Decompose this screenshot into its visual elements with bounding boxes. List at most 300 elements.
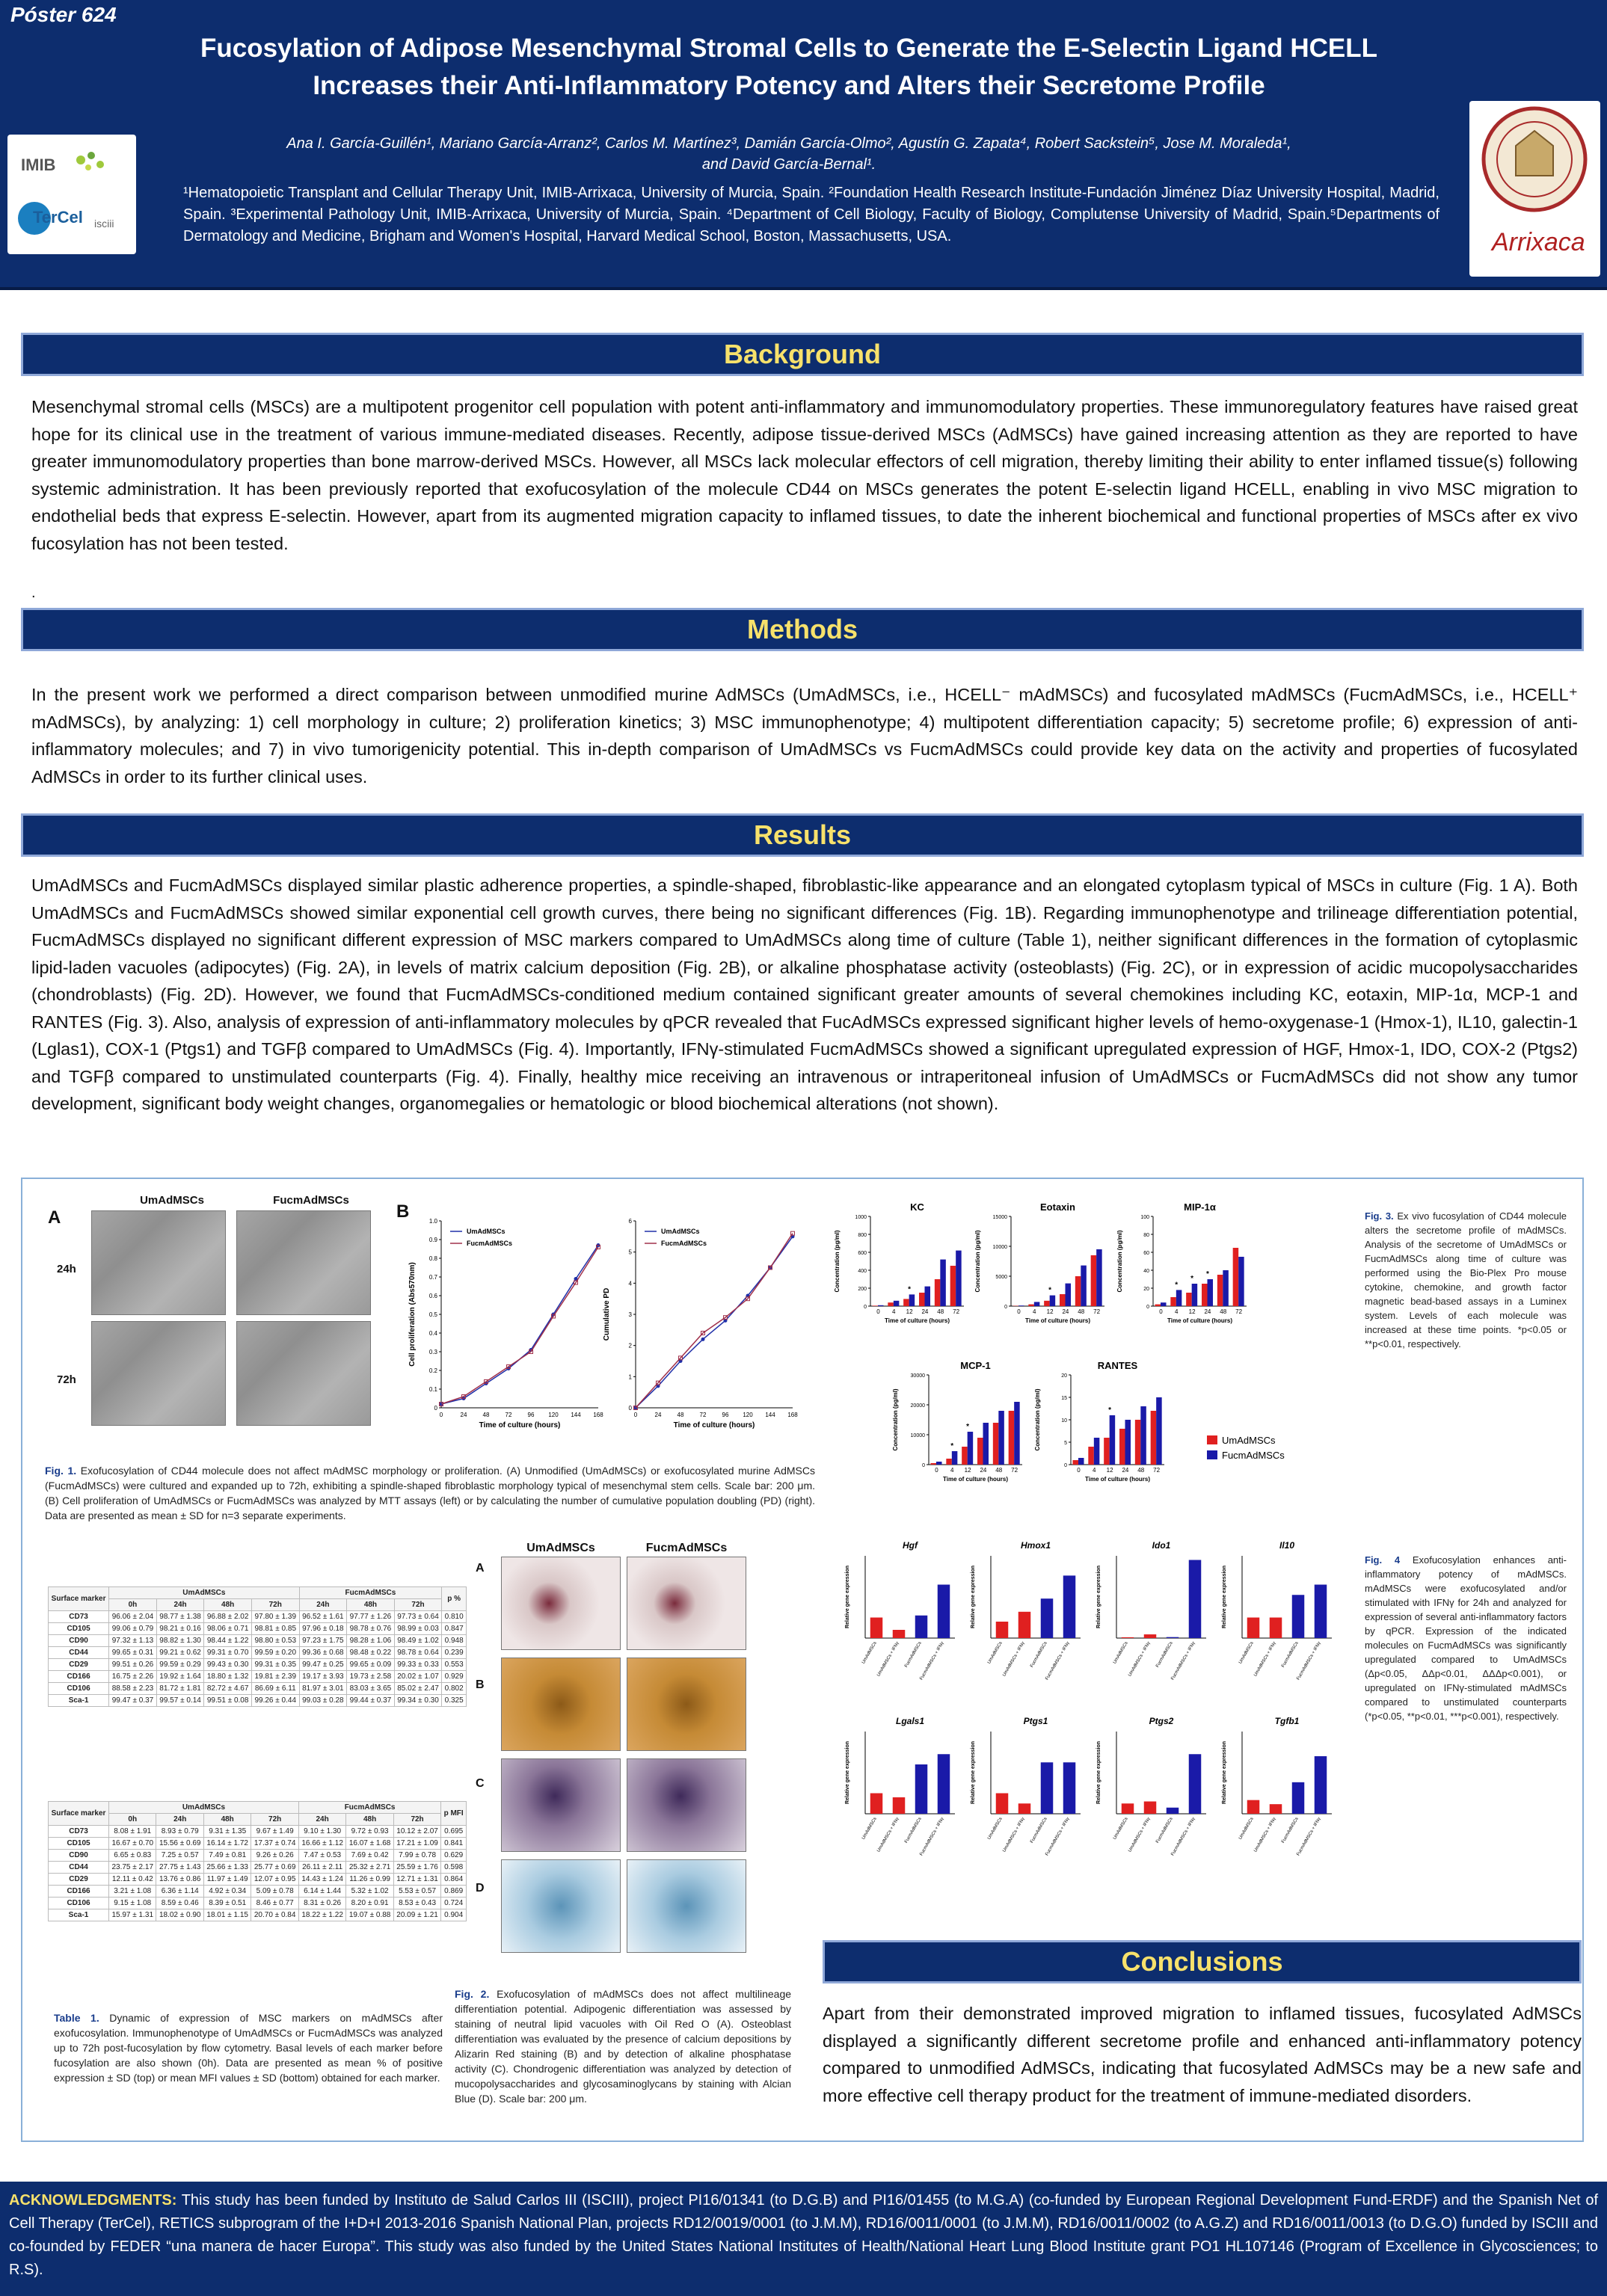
bar (1094, 1438, 1100, 1465)
bar (1156, 1397, 1162, 1465)
y-tick-label: 15 (1061, 1396, 1067, 1401)
x-tick-label: UmAdMSCs + IFNγ (1128, 1641, 1152, 1678)
marker-cell: CD90 (49, 1635, 109, 1647)
bar (968, 1432, 974, 1465)
y-tick-label: 2 (628, 1342, 632, 1349)
value-cell: 25.32 ± 2.71 (346, 1862, 393, 1874)
value-cell: 99.65 ± 0.09 (347, 1659, 395, 1671)
bar (1018, 1612, 1031, 1638)
significance-star: * (1190, 1275, 1194, 1283)
th-time: 0h (109, 1599, 157, 1611)
bar (1034, 1302, 1040, 1306)
x-tick-label: 24 (980, 1467, 987, 1474)
series-line (636, 1234, 793, 1408)
bar (1104, 1438, 1110, 1465)
value-cell: 0.724 (441, 1898, 467, 1909)
fig4-caption (1365, 1553, 1567, 1723)
fig2-caption-title: Fig. 2. (455, 1988, 490, 2000)
marker-cell: CD106 (49, 1683, 109, 1695)
value-cell: 98.28 ± 1.06 (347, 1635, 395, 1647)
x-tick-label: 72 (1153, 1467, 1161, 1474)
bar (1063, 1762, 1076, 1814)
value-cell: 25.59 ± 1.76 (393, 1862, 440, 1874)
value-cell: 98.44 ± 1.22 (204, 1635, 252, 1647)
value-cell: 16.75 ± 2.26 (109, 1671, 157, 1683)
table-row (49, 1623, 467, 1635)
value-cell: 98.78 ± 0.64 (394, 1647, 442, 1659)
arrixaca-script: Arrixaca (1492, 228, 1585, 256)
gene-title: Ptgs1 (1023, 1716, 1048, 1726)
bar (952, 1451, 958, 1465)
y-axis-label: Relative gene expression (971, 1741, 976, 1805)
series-line (441, 1246, 598, 1405)
fig1-caption-text: Exofucosylation of CD44 molecule does not affect mAdMSC morphology or proliferation. (A) Unmodified (UmAdMSCs) or exofucosylated murine AdMSCs (FucmAdMSCs) were cultured and expanded up to 72h, exhibiting a spindle-shaped fibroblastic morphology typical of mesenchymal stem cells. Scale bar: 200 μm. (B) Cell proliferation of UmAdMSCs or FucmAdMSCs was analyzed by MTT assays (left) or by calculating the number of cumulative population doubling (PD) (right). Data are presented as mean ± SD for n=3 separate experiments. (45, 1465, 815, 1521)
table1-percent (48, 1586, 467, 1707)
table-row (49, 1683, 467, 1695)
th-p-mfi: p MFI (441, 1802, 467, 1826)
x-tick-label: 0 (1077, 1467, 1081, 1474)
y-tick-label: 5 (628, 1249, 632, 1256)
oil-red-fuc (627, 1557, 746, 1650)
gene-title: Il10 (1279, 1540, 1295, 1551)
alcian-blue-fuc (627, 1859, 746, 1953)
x-tick-label: 72 (953, 1308, 960, 1315)
value-cell: 0.904 (441, 1909, 467, 1921)
bar (1135, 1420, 1141, 1465)
value-cell: 17.21 ± 1.09 (393, 1838, 440, 1850)
bar (935, 1279, 941, 1306)
value-cell: 8.31 ± 0.26 (298, 1898, 345, 1909)
bar (1014, 1402, 1020, 1465)
value-cell: 0.239 (442, 1647, 467, 1659)
bar (1247, 1800, 1260, 1814)
y-axis-label: Relative gene expression (1222, 1565, 1227, 1629)
marker-cell: CD105 (49, 1623, 109, 1635)
value-cell: 99.47 ± 0.37 (109, 1695, 157, 1707)
th-fucmadmscs: FucmAdMSCs (298, 1802, 440, 1814)
x-tick-label: FucmAdMSCs (1030, 1641, 1048, 1669)
x-tick-label: 4 (950, 1467, 954, 1474)
x-tick-label: FucmAdMSCs + IFNγ (1296, 1641, 1322, 1681)
value-cell: 0.802 (442, 1683, 467, 1695)
chart-title: MIP-1α (1184, 1201, 1216, 1213)
th-time: 48h (346, 1814, 393, 1826)
x-tick-label: 24 (460, 1412, 467, 1418)
value-cell: 97.23 ± 1.75 (299, 1635, 347, 1647)
bar (1140, 1406, 1146, 1465)
bar (870, 1618, 883, 1639)
value-cell: 18.80 ± 1.32 (204, 1671, 252, 1683)
bar (1110, 1415, 1116, 1465)
table-row (49, 1850, 467, 1862)
x-tick-label: FucmAdMSCs + IFNγ (919, 1817, 945, 1857)
th-surface-marker: Surface marker (49, 1802, 109, 1826)
alizarin-fuc (627, 1658, 746, 1751)
value-cell: 99.47 ± 0.25 (299, 1659, 347, 1671)
value-cell: 18.01 ± 1.15 (203, 1909, 251, 1921)
value-cell: 25.77 ± 0.69 (251, 1862, 298, 1874)
micrograph-fuc-24h (236, 1210, 371, 1315)
table1-caption-title: Table 1. (54, 2012, 99, 2024)
value-cell: 0.598 (441, 1862, 467, 1874)
value-cell: 12.11 ± 0.42 (109, 1874, 156, 1886)
gene-title: Hgf (903, 1540, 918, 1551)
value-cell: 98.06 ± 0.71 (204, 1623, 252, 1635)
value-cell: 7.69 ± 0.42 (346, 1850, 393, 1862)
value-cell: 8.20 ± 0.91 (346, 1898, 393, 1909)
bar (1044, 1301, 1050, 1306)
value-cell: 0.847 (442, 1623, 467, 1635)
value-cell: 97.73 ± 0.64 (394, 1611, 442, 1623)
value-cell: 16.67 ± 0.70 (109, 1838, 156, 1850)
y-tick-label: 0.2 (428, 1367, 437, 1374)
x-tick-label: UmAdMSCs (987, 1817, 1004, 1841)
value-cell: 20.70 ± 0.84 (251, 1909, 298, 1921)
value-cell: 99.21 ± 0.62 (156, 1647, 204, 1659)
x-tick-label: 48 (1137, 1467, 1145, 1474)
value-cell: 96.06 ± 2.04 (109, 1611, 157, 1623)
value-cell: 16.07 ± 1.68 (346, 1838, 393, 1850)
bar (1247, 1618, 1260, 1639)
x-tick-label: 48 (677, 1412, 684, 1418)
th-umadmscs: UmAdMSCs (109, 1802, 299, 1814)
value-cell: 97.80 ± 1.39 (251, 1611, 299, 1623)
x-tick-label: UmAdMSCs (1113, 1817, 1129, 1841)
value-cell: 0.810 (442, 1611, 467, 1623)
bar (1189, 1754, 1202, 1814)
value-cell: 26.11 ± 2.11 (298, 1862, 345, 1874)
x-axis-label: Time of culture (hours) (1167, 1317, 1232, 1324)
x-tick-label: 72 (699, 1412, 707, 1418)
bar (1315, 1756, 1327, 1814)
th-time: 72h (251, 1599, 299, 1611)
bar (998, 1411, 1004, 1465)
acknowledgments (0, 2182, 1607, 2296)
value-cell: 0.929 (442, 1671, 467, 1683)
y-axis-label: Cumulative PD (603, 1287, 611, 1341)
bar (1060, 1294, 1066, 1306)
bar (1050, 1296, 1056, 1306)
fig3-eotaxin-chart (972, 1201, 1114, 1351)
bar (873, 1305, 879, 1306)
y-tick-label: 800 (858, 1233, 867, 1238)
x-tick-label: 48 (482, 1412, 490, 1418)
th-time: 72h (393, 1814, 440, 1826)
y-tick-label: 20000 (910, 1403, 925, 1409)
value-cell: 98.99 ± 0.03 (394, 1623, 442, 1635)
bar (1238, 1257, 1244, 1306)
bar (1009, 1411, 1015, 1465)
value-cell: 0.325 (442, 1695, 467, 1707)
x-tick-label: UmAdMSCs (987, 1641, 1004, 1665)
value-cell: 97.32 ± 1.13 (109, 1635, 157, 1647)
th-time: 0h (109, 1814, 156, 1826)
x-tick-label: 0 (1159, 1308, 1163, 1315)
value-cell: 10.12 ± 2.07 (393, 1826, 440, 1838)
marker-cell: CD73 (49, 1611, 109, 1623)
fig1-row-72h: 72h (57, 1373, 76, 1386)
value-cell: 98.77 ± 1.38 (156, 1611, 204, 1623)
value-cell: 81.97 ± 3.01 (299, 1683, 347, 1695)
data-point (701, 1338, 705, 1341)
bar (919, 1293, 925, 1306)
gene-title: Tgfb1 (1274, 1716, 1300, 1726)
gene-title: Ptgs2 (1149, 1716, 1174, 1726)
stray-period: . (31, 585, 36, 601)
chart-title: RANTES (1097, 1360, 1138, 1371)
fig3-mcp1-chart (890, 1360, 1032, 1509)
fig3-rantes-chart (1032, 1360, 1174, 1509)
y-axis-label: Relative gene expression (1096, 1565, 1101, 1629)
poster-header (0, 0, 1607, 290)
value-cell: 6.65 ± 0.83 (109, 1850, 156, 1862)
x-tick-label: 4 (1093, 1467, 1096, 1474)
value-cell: 19.73 ± 2.58 (347, 1671, 395, 1683)
fig4-gene-expression-chart (841, 1538, 1350, 1889)
fig2-row-b: B (476, 1678, 485, 1691)
value-cell: 99.26 ± 0.44 (251, 1695, 299, 1707)
th-umadmscs: UmAdMSCs (109, 1587, 299, 1599)
ack-label: ACKNOWLEDGMENTS: (9, 2192, 177, 2209)
legend-swatch-um (1207, 1435, 1217, 1444)
table-row (49, 1886, 467, 1898)
fig1b-cumulative-pd-chart (598, 1213, 808, 1465)
fig2-row-c: C (476, 1777, 485, 1790)
fig2-caption-text: Exofucosylation of mAdMSCs does not affect multilineage differentiation potential. Adipogenic differentiation was assessed by staining of neutral lipid vacuoles with Oil Red O (A). Osteoblast differentiation was evaluated by the presence of calcium depositions by Alizarin Red staining (B) and by detection of alkaline phosphatase activity (C). Chondrogenic differentiation was analyzed by detection of mucopolysaccharides and glycosaminoglycans by staining with Alcian Blue (D). Scale bar: 200 μm. (455, 1988, 792, 2105)
x-tick-label: FucmAdMSCs + IFNγ (1296, 1817, 1322, 1857)
value-cell: 99.31 ± 0.70 (204, 1647, 252, 1659)
methods-text: In the present work we performed a direct comparison between unmodified murine AdMSCs (UmAdMSCs, i.e., HCELL⁻ mAdMSCs) and fucosylated mAdMSCs (FucmAdMSCs, i.e., HCELL⁺ mAdMSCs), by analyzing: 1) cell morphology in culture; 2) proliferation kinetics; 3) MSC immunophenotype; 4) multipotent differentiation capacity; 5) secretome profile; 6) expression of anti-inflammatory molecules; and 7) in vivo tumorigenicity potential. This in-depth comparison of UmAdMSCs vs FucmAdMSCs could provide key data on the activity and properties of fucosylated AdMSCs in order to its further clinical uses. (31, 685, 1578, 787)
alkaline-phosphatase-fuc (627, 1758, 746, 1852)
marker-cell: CD90 (49, 1850, 109, 1862)
x-tick-label: FucmAdMSCs + IFNγ (1170, 1817, 1196, 1857)
fig1-row-24h: 24h (57, 1263, 76, 1275)
bar (1233, 1248, 1239, 1306)
bar (1270, 1618, 1282, 1639)
th-p-pct: p % (442, 1587, 467, 1611)
y-tick-label: 4 (628, 1280, 632, 1287)
y-tick-label: 40 (1143, 1269, 1149, 1274)
value-cell: 8.46 ± 0.77 (251, 1898, 298, 1909)
bar (1208, 1279, 1214, 1306)
value-cell: 99.59 ± 0.29 (156, 1659, 204, 1671)
value-cell: 20.02 ± 1.07 (394, 1671, 442, 1683)
bar (1041, 1762, 1054, 1814)
bar (956, 1251, 962, 1306)
significance-star: * (950, 1442, 954, 1450)
value-cell: 18.02 ± 0.90 (156, 1909, 203, 1921)
x-tick-label: 24 (654, 1412, 662, 1418)
y-tick-label: 10000 (992, 1245, 1007, 1250)
x-tick-label: 24 (1062, 1308, 1069, 1315)
value-cell: 98.48 ± 0.22 (347, 1647, 395, 1659)
bar (1018, 1305, 1024, 1306)
value-cell: 27.75 ± 1.43 (156, 1862, 203, 1874)
fig3-caption (1365, 1209, 1567, 1351)
bar (938, 1585, 950, 1639)
value-cell: 99.34 ± 0.30 (394, 1695, 442, 1707)
y-tick-label: 10000 (910, 1433, 925, 1438)
x-tick-label: 12 (1106, 1467, 1113, 1474)
value-cell: 11.97 ± 1.49 (203, 1874, 251, 1886)
fig3-legend (1204, 1429, 1339, 1467)
oil-red-um (501, 1557, 621, 1650)
x-tick-label: FucmAdMSCs + IFNγ (1045, 1641, 1071, 1681)
bar (1091, 1255, 1097, 1306)
bar (1122, 1803, 1134, 1814)
bar (996, 1622, 1009, 1638)
conclusions-text: Apart from their demonstrated improved migration to inflamed tissues, fucosylated AdMSCs displayed a significantly different secretome profile and enhanced anti-inflammatory potency compared to unmodified AdMSCs, indicating that fucosylated AdMSCs may be a new safe and more effective cell therapy product for the treatment of immune-mediated disorders. (823, 2004, 1582, 2105)
marker-cell: CD44 (49, 1862, 109, 1874)
x-tick-label: UmAdMSCs + IFNγ (876, 1641, 900, 1678)
y-tick-label: 3 (628, 1311, 632, 1318)
x-tick-label: UmAdMSCs (861, 1641, 878, 1665)
value-cell: 99.57 ± 0.14 (156, 1695, 204, 1707)
fig4-caption-text: Exofucosylation enhances anti-inflammatory potency of mAdMSCs. mAdMSCs were exofucosylated and/or stimulated with IFNγ for 24h and analyzed for expression of several anti-inflammatory factors by qPCR. Expression of the indicated molecules on FucmAdMSCs was significantly upregulated compared to UmAdMSCs (Δp<0.05, ΔΔp<0.01, ΔΔΔp<0.001), or upregulated on IFNγ-stimulated mAdMSCs compared to unstimulated counterparts (*p<0.05, **p<0.01, ***p<0.001), respectively. (1365, 1554, 1567, 1722)
th-time: 24h (298, 1814, 345, 1826)
imib-tercel-logo (7, 135, 136, 254)
marker-cell: CD73 (49, 1826, 109, 1838)
value-cell: 16.14 ± 1.72 (203, 1838, 251, 1850)
bar (931, 1463, 937, 1465)
value-cell: 8.08 ± 1.91 (109, 1826, 156, 1838)
marker-cell: CD29 (49, 1659, 109, 1671)
logo-tercel-text: TerCel (33, 208, 83, 227)
x-tick-label: FucmAdMSCs + IFNγ (919, 1641, 945, 1681)
bar (938, 1754, 950, 1814)
value-cell: 97.77 ± 1.26 (347, 1611, 395, 1623)
x-tick-label: 12 (1046, 1308, 1054, 1315)
y-axis-label: Cell proliferation (Abs570nm) (408, 1262, 417, 1367)
bar (1186, 1293, 1192, 1306)
table-row (49, 1635, 467, 1647)
fig3-caption-text: Ex vivo fucosylation of CD44 molecule alters the secretome profile of mAdMSCs. Analysis of the secretome of UmAdMSCs or FucmAdMSCs along time of culture was performed using the Bio-Plex Pro mouse cytokine, chemokine, and growth factor magnetic bead-based assays in a Luminex system. Levels of each molecule was increased at these time points. *p<0.05 or **p<0.01, respectively. (1365, 1210, 1567, 1349)
y-axis-label: Relative gene expression (1222, 1741, 1227, 1805)
y-axis-label: Relative gene expression (1096, 1741, 1101, 1805)
value-cell: 99.51 ± 0.08 (204, 1695, 252, 1707)
value-cell: 9.31 ± 1.35 (203, 1826, 251, 1838)
value-cell: 0.695 (441, 1826, 467, 1838)
value-cell: 99.51 ± 0.26 (109, 1659, 157, 1671)
x-tick-label: FucmAdMSCs (1281, 1817, 1300, 1844)
micrograph-um-24h (91, 1210, 226, 1315)
bar (1192, 1284, 1198, 1306)
value-cell: 7.47 ± 0.53 (298, 1850, 345, 1862)
poster-title (150, 30, 1428, 105)
value-cell: 12.71 ± 1.31 (393, 1874, 440, 1886)
legend-label: FucmAdMSCs (661, 1240, 707, 1247)
x-tick-label: 0 (1017, 1308, 1021, 1315)
significance-star: * (1175, 1281, 1179, 1290)
fig2-row-d: D (476, 1882, 485, 1895)
x-tick-label: FucmAdMSCs (1155, 1641, 1174, 1669)
authors-line-2: and David García-Bernal¹. (701, 156, 876, 173)
table-row (49, 1826, 467, 1838)
y-tick-label: 0.9 (428, 1237, 437, 1243)
logo-isciii-text: isciii (94, 218, 114, 230)
value-cell: 17.37 ± 0.74 (251, 1838, 298, 1850)
value-cell: 99.06 ± 0.79 (109, 1623, 157, 1635)
value-cell: 96.88 ± 2.02 (204, 1611, 252, 1623)
x-tick-label: 96 (527, 1412, 535, 1418)
fig1a-label: A (48, 1207, 61, 1228)
value-cell: 5.09 ± 0.78 (251, 1886, 298, 1898)
bar (962, 1447, 968, 1465)
gene-title: Lgals1 (895, 1716, 925, 1726)
chart-title: KC (910, 1201, 924, 1213)
value-cell: 8.93 ± 0.79 (156, 1826, 203, 1838)
alcian-blue-um (501, 1859, 621, 1953)
x-tick-label: UmAdMSCs (1238, 1817, 1255, 1841)
bar (1125, 1420, 1131, 1465)
x-tick-label: 120 (548, 1412, 559, 1418)
bar (1292, 1595, 1305, 1638)
bar (993, 1423, 999, 1465)
background-heading: Background (21, 333, 1584, 376)
x-tick-label: UmAdMSCs + IFNγ (1128, 1817, 1152, 1853)
fig1-caption (45, 1463, 815, 1523)
fig2-col-fucmadmscs: FucmAdMSCs (645, 1542, 728, 1554)
y-axis-label: Concentration (pg/ml) (974, 1230, 981, 1293)
x-tick-label: 48 (1220, 1308, 1227, 1315)
value-cell: 99.33 ± 0.33 (394, 1659, 442, 1671)
table-row (49, 1695, 467, 1707)
fig3-caption-title: Fig. 3. (1365, 1210, 1394, 1222)
bar (1081, 1266, 1087, 1306)
x-tick-label: UmAdMSCs (1238, 1641, 1255, 1665)
y-tick-label: 5 (1064, 1441, 1067, 1446)
bar (1063, 1575, 1076, 1638)
bar (940, 1260, 946, 1306)
bar (909, 1294, 915, 1306)
y-tick-label: 0.5 (428, 1311, 437, 1318)
university-murcia-arrixaca-logo (1469, 101, 1600, 277)
y-axis-label: Concentration (pg/ml) (1116, 1230, 1123, 1293)
bar (996, 1794, 1009, 1815)
significance-star: * (908, 1285, 912, 1294)
x-tick-label: UmAdMSCs + IFNγ (1253, 1641, 1277, 1678)
x-tick-label: 0 (935, 1467, 938, 1474)
y-tick-label: 0.3 (428, 1349, 437, 1355)
value-cell: 81.72 ± 1.81 (156, 1683, 204, 1695)
value-cell: 98.78 ± 0.76 (347, 1623, 395, 1635)
value-cell: 14.43 ± 1.24 (298, 1874, 345, 1886)
fig3-kc-chart (832, 1201, 974, 1351)
marker-cell: CD166 (49, 1671, 109, 1683)
y-tick-label: 0.6 (428, 1293, 437, 1299)
value-cell: 7.25 ± 0.57 (156, 1850, 203, 1862)
value-cell: 18.22 ± 1.22 (298, 1909, 345, 1921)
y-tick-label: 400 (858, 1269, 867, 1274)
fig1b-label: B (396, 1201, 410, 1222)
table1-mfi (48, 1801, 467, 1921)
x-tick-label: 12 (964, 1467, 971, 1474)
value-cell: 0.948 (442, 1635, 467, 1647)
value-cell: 9.15 ± 1.08 (109, 1898, 156, 1909)
conclusions-heading: Conclusions (823, 1940, 1582, 1983)
x-tick-label: 168 (593, 1412, 603, 1418)
y-axis-label: Relative gene expression (971, 1565, 976, 1629)
x-axis-label: Time of culture (hours) (943, 1476, 1008, 1483)
y-tick-label: 0 (628, 1405, 632, 1412)
value-cell: 19.92 ± 1.64 (156, 1671, 204, 1683)
y-tick-label: 100 (1140, 1215, 1149, 1220)
legend-swatch-fuc (1207, 1450, 1217, 1459)
micrograph-um-72h (91, 1321, 226, 1426)
marker-cell: CD105 (49, 1838, 109, 1850)
value-cell: 86.69 ± 6.11 (251, 1683, 299, 1695)
legend-label: FucmAdMSCs (467, 1240, 513, 1247)
